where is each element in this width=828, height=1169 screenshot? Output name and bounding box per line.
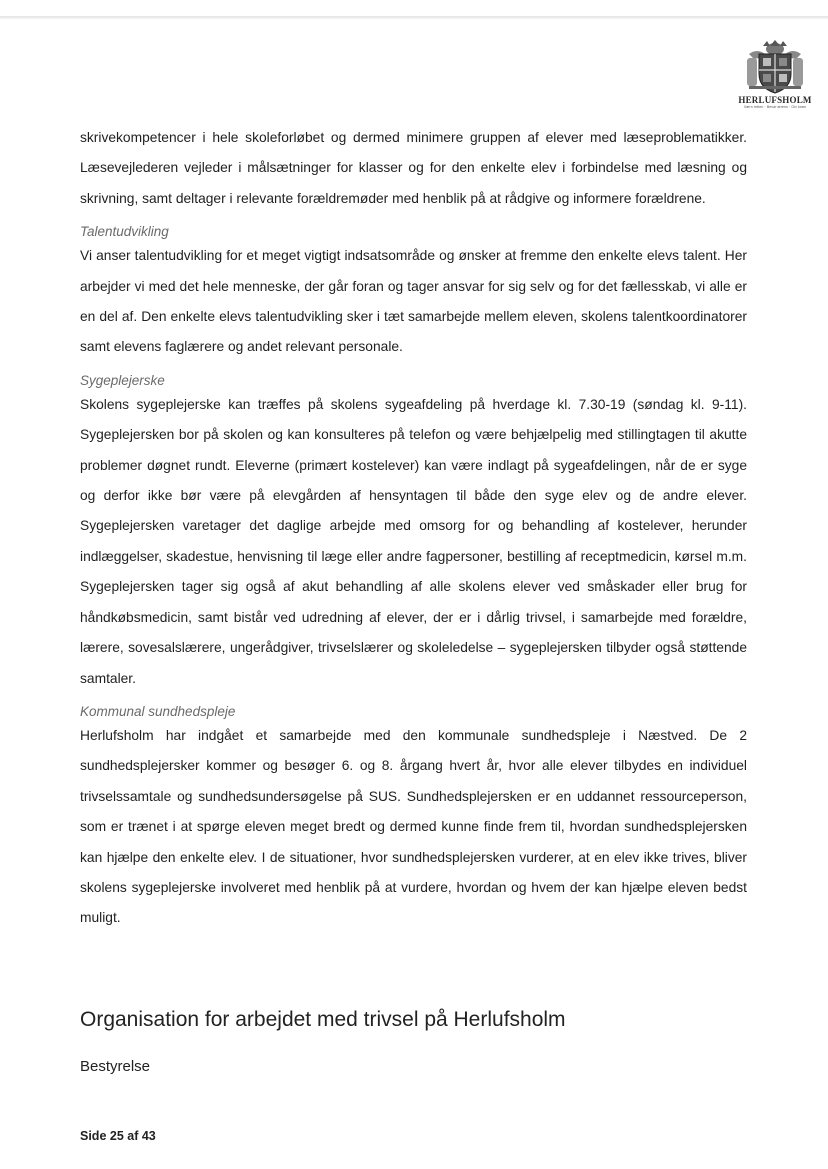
section-heading: Talentudvikling	[80, 224, 169, 240]
section-text: Herlufsholm har indgået et samarbejde med den kommunale sundhedspleje i Næstved. De 2 sundhedsplejersker kommer og besøger 6. og 8. årgang hvert år, hvor alle elever tilbydes en individuel trivselssamtale og sundhedsundersøgelse på SUS. Sundhedsplejersken er en uddannet ressourceperson, som er trænet i at spørge eleven meget bredt og dermed kunne finde frem til, hvordan sundhedsplejersken kan hjælpe den enkelte elev. I de situationer, hvor sundhedsplejersken vurderer, at en elev ikke trives, bliver skolens sygeplejerske involveret med henblik på at vurdere, hvordan og hvem der kan hjælpe eleven bedst muligt.	[80, 727, 747, 926]
section-heading: Sygeplejerske	[80, 372, 165, 388]
sub-heading: Bestyrelse	[80, 1058, 151, 1075]
page-body	[80, 123, 747, 934]
herlufsholm-logo	[736, 40, 814, 116]
main-heading: Organisation for arbejdet med trivsel på Herlufsholm	[80, 1008, 566, 1031]
section-talentudvikling	[80, 222, 747, 363]
intro-paragraph: skrivekompetencer i hele skoleforløbet og dermed minimere gruppen af elever med læseproblematikker. Læsevejlederen vejleder i målsætninger for klasser og for den enkelte elev i forbindelse med læsning og skrivning, samt deltager i relevante forældremøder med henblik på at rådgive og informere forældrene.	[80, 130, 747, 206]
logo-motto: Værn retten · Bevar ærens · Giv kram	[743, 105, 807, 109]
page-number: Side 25 af 43	[80, 1129, 156, 1143]
section-heading: Kommunal sundhedspleje	[80, 703, 236, 719]
section-text: Skolens sygeplejerske kan træffes på skolens sygeafdeling på hverdage kl. 7.30-19 (søndag kl. 9-11). Sygeplejersken bor på skolen og kan konsulteres på telefon og være behjælpelig med stillingtagen til akutte problemer døgnet rundt. Eleverne (primært kostelever) kan være indlagt på sygeafdelingen, når de er syge og derfor ikke bør være på elevgården af hensyntagen til både den syge elev og de andre elever. Sygeplejersken varetager det daglige arbejde med omsorg for og behandling af kostelever, herunder indlæggelser, skadestue, henvisning til læge eller andre fagpersoner, bestilling af receptmedicin, kørsel m.m. Sygeplejersken tager sig også af akut behandling af alle skolens elever ved småskader eller brug for håndkøbsmedicin, samt bistår ved udredning af elever, der er i dårlig trivsel, i samarbejde med forældre, lærere, sovesalslærere, ungerådgiver, trivselslærer og skoleledelse – sygeplejersken tilbyder også støttende samtaler.	[80, 396, 747, 686]
section-text: Vi anser talentudvikling for et meget vigtigt indsatsområde og ønsker at fremme den enkelte elevs talent. Her arbejder vi med det hele menneske, der går foran og tager ansvar for sig selv og for det fællesskab, vi alle er en del af. Den enkelte elevs talentudvikling sker i tæt samarbejde mellem eleven, skolens talentkoordinatorer samt elevens faglærere og andet relevant personale.	[80, 248, 747, 355]
coat-of-arms-icon	[743, 40, 807, 94]
section-sygeplejerske	[80, 371, 747, 694]
top-rule	[0, 16, 828, 19]
section-kommunal-sundhedspleje	[80, 702, 747, 934]
logo-wordmark: HERLUFSHOLM	[738, 95, 812, 105]
